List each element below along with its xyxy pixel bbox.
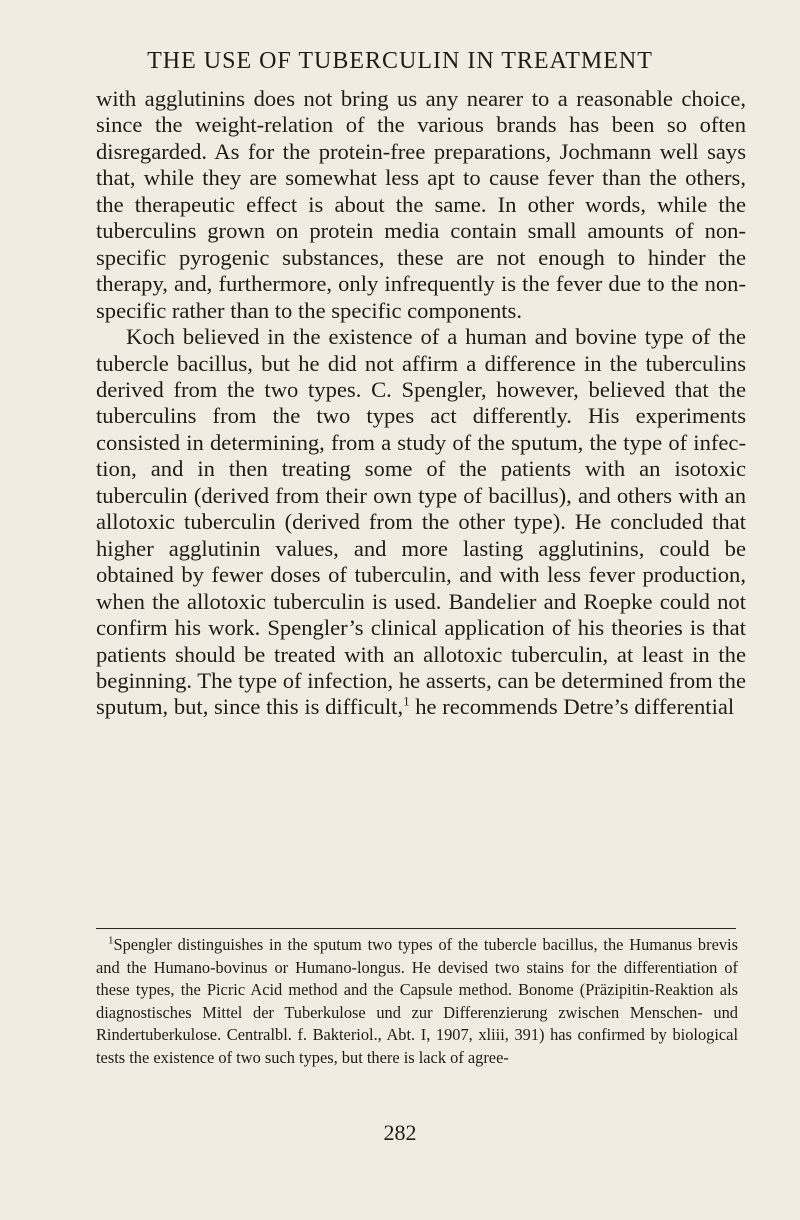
paragraph-2	[96, 324, 746, 721]
body-text	[96, 86, 746, 721]
footnote-body: Spengler distinguishes in the sputum two types of the tubercle bacillus, the Humanus brevis and the Humano-bovinus or Humano-longus. He devised two stains for the differentiation of these types, the Picric Acid method and the Capsule method. Bonome (Präzipitin-Reaktion als diagnostisches Mittel der Tuberkulose und zur Differenzierung zwischen Menschen- und Rindertuberkulose. Centralbl. f. Bakteriol., Abt. I, 1907, xliii, 391) has confirmed by biological tests the existence of two such types, but there is lack of agree-	[96, 935, 738, 1067]
footnote	[96, 934, 738, 1070]
footnote-text	[96, 934, 738, 1070]
footnote-reference: 1	[403, 693, 410, 709]
footnote-rule	[96, 928, 736, 929]
paragraph-2-text-end: he recommends Detre’s differential	[409, 694, 735, 720]
page-number: 282	[383, 1120, 417, 1145]
paragraph-2-text: Koch believed in the existence of a human and bovine type of the tubercle bacillus, but he did not affirm a difference in the tuberculins derived from the two types. C. Spengler, however, believed that the tuberculins from the two types act differently. His experiments consisted in determining, from a study of the sputum, the type of infection, and in then treating some of the patients with an isotoxic tuberculin (derived from their own type of bacillus), and others with an allotoxic tuberculin (derived from the other type). He concluded that higher agglutinin values, and more lasting agglutinins, could be obtained by fewer doses of tuberculin, and with less fever production, when the allotoxic tuberculin is used. Bandelier and Roepke could not confirm his work. Spengler’s clinical application of his theories is that patients should be treated with an allotoxic tuberculin, at least in the beginning. The type of infection, he asserts, can be determined from the sputum, but, since this is difficult,	[96, 324, 746, 720]
footnote-marker: 1	[108, 934, 114, 947]
running-head: THE USE OF TUBERCULIN IN TREATMENT	[147, 48, 653, 74]
paragraph-1: with agglutinins does not bring us any nearer to a reasonable choice, since the weight-relation of the various brands has been so often disregarded. As for the protein-free preparations, Jochmann well says that, while they are somewhat less apt to cause fever than the others, the therapeutic effect is about the same. In other words, while the tuberculins grown on protein media contain small amounts of non-specific pyrogenic substances, these are not enough to hinder the therapy, and, furthermore, only infrequently is the fever due to the non-specific rather than to the specific components.	[96, 86, 746, 323]
